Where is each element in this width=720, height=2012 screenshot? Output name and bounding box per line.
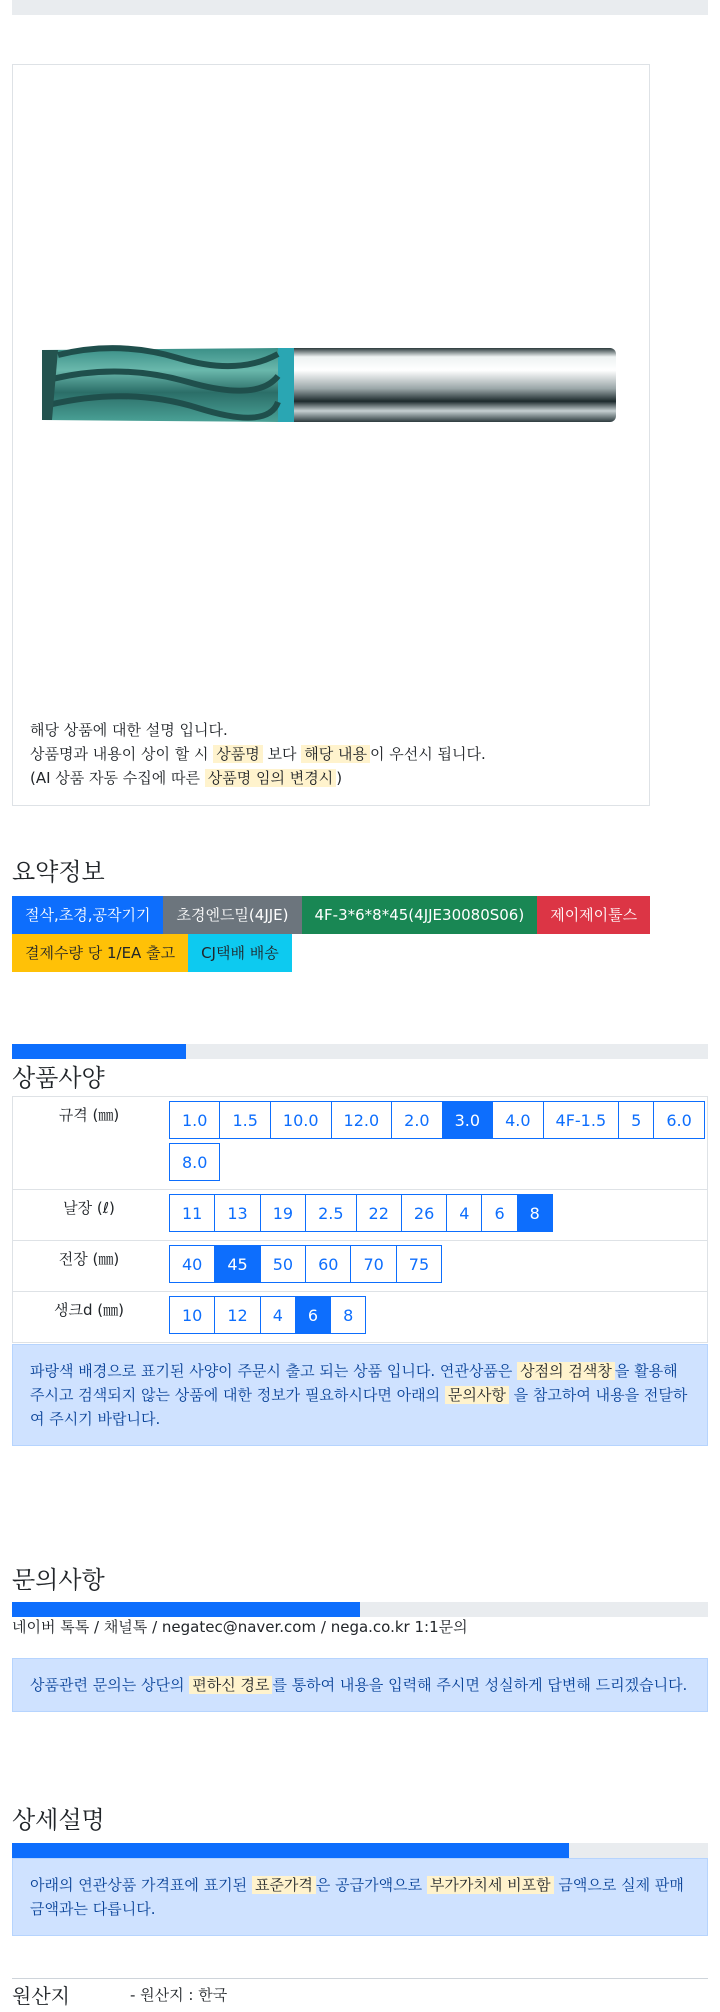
spec-options (165, 1190, 708, 1241)
detail-notice: 아래의 연관상품 가격표에 표기된 표준가격 은 공급가액으로 부가가치세 비포함 금액으로 실제 판매금액과는 다릅니다. (12, 1858, 708, 1936)
inquiry-progress-bar (12, 1602, 708, 1617)
spec-row-overall-length (13, 1241, 708, 1292)
spec-option-button[interactable]: 8.0 (169, 1143, 220, 1181)
spec-options (165, 1241, 708, 1292)
spec-title: 상품사양 (12, 1064, 105, 1092)
description-line-1: 해당 상품에 대한 설명 입니다. (30, 721, 228, 739)
spec-row-size (13, 1097, 708, 1190)
spec-option-button[interactable]: 2.0 (391, 1101, 442, 1139)
spec-option-button[interactable]: 8 (517, 1194, 553, 1232)
spec-option-button[interactable]: 5 (618, 1101, 654, 1139)
summary-badges-row-2 (12, 934, 712, 972)
product-description (30, 718, 630, 790)
spec-label: 생크d (㎜) (13, 1292, 166, 1343)
spec-option-button[interactable]: 12 (214, 1296, 260, 1334)
brand-badge[interactable]: 제이제이툴스 (537, 896, 650, 934)
spec-table (12, 1096, 708, 1343)
detail-progress-fill (12, 1843, 569, 1858)
shipping-quantity-badge: 결제수량 당 1/EA 출고 (12, 934, 188, 972)
delivery-badge: CJ택배 배송 (188, 934, 292, 972)
spec-option-button[interactable]: 70 (350, 1245, 396, 1283)
spec-option-button[interactable]: 40 (169, 1245, 215, 1283)
highlight-standard-price: 표준가격 (252, 1876, 316, 1894)
highlight-product-name: 상품명 (213, 745, 262, 763)
spec-option-button[interactable]: 4F-1.5 (543, 1101, 620, 1139)
spec-option-button[interactable]: 4.0 (492, 1101, 543, 1139)
spec-label: 날장 (ℓ) (13, 1190, 166, 1241)
detail-progress-bar (12, 1843, 708, 1858)
spec-option-button[interactable]: 2.5 (305, 1194, 356, 1232)
spec-option-button[interactable]: 45 (214, 1245, 260, 1283)
spec-option-button[interactable]: 10.0 (270, 1101, 332, 1139)
origin-divider (12, 1978, 708, 1979)
inquiry-title: 문의사항 (12, 1566, 105, 1594)
spec-option-button[interactable]: 13 (214, 1194, 260, 1232)
highlight-route: 편하신 경로 (189, 1676, 272, 1694)
highlight-content: 해당 내용 (301, 745, 370, 763)
contact-channel-talk[interactable]: 채널톡 (103, 1618, 148, 1636)
origin-value: - 원산지 : 한국 (130, 1986, 228, 2004)
spec-option-button[interactable]: 1.5 (219, 1101, 270, 1139)
spec-option-button[interactable]: 6 (295, 1296, 331, 1334)
highlight-inquiry: 문의사항 (445, 1386, 509, 1404)
spec-option-button[interactable]: 10 (169, 1296, 215, 1334)
spec-option-button[interactable]: 60 (305, 1245, 351, 1283)
spec-label: 전장 (㎜) (13, 1241, 166, 1292)
contact-naver-talk[interactable]: 네이버 톡톡 (12, 1618, 90, 1636)
product-image-endmill (28, 310, 628, 430)
spec-option-button[interactable]: 6.0 (653, 1101, 704, 1139)
spec-options (165, 1097, 708, 1190)
spec-option-button[interactable]: 19 (260, 1194, 306, 1232)
series-badge[interactable]: 초경엔드밀(4JJE) (163, 896, 301, 934)
spec-option-button[interactable]: 75 (396, 1245, 442, 1283)
description-line-3: (AI 상품 자동 수집에 따른 상품명 임의 변경시 ) (30, 769, 343, 787)
spec-option-button[interactable]: 4 (446, 1194, 482, 1232)
summary-badges-row-1 (12, 896, 712, 934)
spec-option-button[interactable]: 3.0 (442, 1101, 493, 1139)
spec-notice: 파랑색 배경으로 표기된 사양이 주문시 출고 되는 상품 입니다. 연관상품은 상점의 검색창 을 활용해 주시고 검색되지 않는 상품에 대한 정보가 필요하시다면 아래의 문의사항 을 참고하여 내용을 전달하여 주시기 바랍니다. (12, 1344, 708, 1446)
spec-option-button[interactable]: 11 (169, 1194, 215, 1232)
contact-site-inquiry[interactable]: nega.co.kr 1:1문의 (330, 1618, 468, 1636)
spec-progress-fill (12, 1044, 186, 1059)
spec-option-button[interactable]: 50 (260, 1245, 306, 1283)
spec-option-button[interactable]: 8 (330, 1296, 366, 1334)
spec-options (165, 1292, 708, 1343)
spec-row-shank-diameter (13, 1292, 708, 1343)
highlight-store-search: 상점의 검색창 (517, 1362, 615, 1380)
detail-title: 상세설명 (12, 1806, 105, 1834)
origin-label: 원산지 (12, 1984, 70, 2008)
highlight-vat-excluded: 부가가치세 비포함 (427, 1876, 554, 1894)
spec-progress-bar (12, 1044, 708, 1059)
category-badge[interactable]: 절삭,초경,공작기기 (12, 896, 163, 934)
spec-row-flute-length (13, 1190, 708, 1241)
spec-option-button[interactable]: 1.0 (169, 1101, 220, 1139)
summary-title: 요약정보 (12, 858, 105, 886)
inquiry-progress-fill (12, 1602, 360, 1617)
model-badge[interactable]: 4F-3*6*8*45(4JJE30080S06) (302, 896, 538, 934)
highlight-name-change: 상품명 임의 변경시 (205, 769, 336, 787)
contact-email[interactable]: negatec@naver.com (161, 1618, 317, 1636)
inquiry-notice: 상품관련 문의는 상단의 편하신 경로 를 통하여 내용을 입력해 주시면 성실하게 답변해 드리겠습니다. (12, 1658, 708, 1712)
spec-label: 규격 (㎜) (13, 1097, 166, 1190)
contact-breadcrumb: 네이버 톡톡 / 채널톡 / negatec@naver.com / nega.co.kr 1:1문의 (12, 1618, 468, 1636)
spec-option-button[interactable]: 12.0 (331, 1101, 393, 1139)
description-line-2: 상품명과 내용이 상이 할 시 상품명 보다 해당 내용 이 우선시 됩니다. (30, 745, 486, 763)
spec-option-button[interactable]: 6 (481, 1194, 517, 1232)
spec-option-button[interactable]: 26 (401, 1194, 447, 1232)
spec-option-button[interactable]: 4 (260, 1296, 296, 1334)
product-image-panel (12, 64, 650, 806)
spec-option-button[interactable]: 22 (356, 1194, 402, 1232)
top-progress-bar (12, 0, 708, 15)
